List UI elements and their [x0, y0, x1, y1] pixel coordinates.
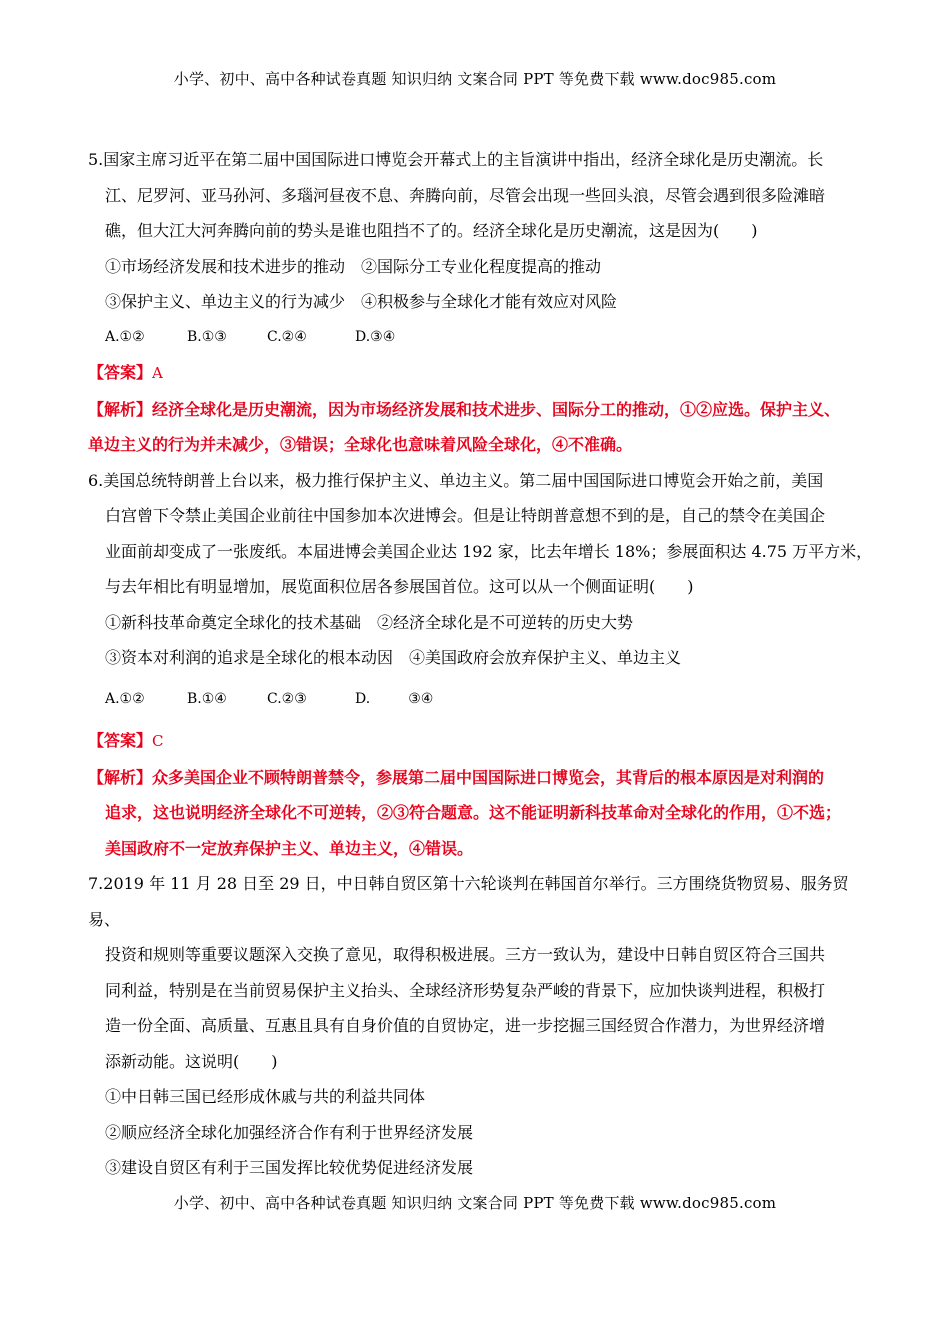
q7-stem-line-3: 同利益，特别是在当前贸易保护主义抬头、全球经济形势复杂严峻的背景下，应加快谈判进程，积极打 [105, 980, 826, 1000]
q5-answer-label: 【答案】 [88, 363, 153, 382]
q6-analysis-line-2: 追求，这也说明经济全球化不可逆转，②③符合题意。这不能证明新科技革命对全球化的作用，①不选； [105, 803, 842, 822]
q5-option-d: D.③④ [355, 328, 396, 345]
q6-analysis-line-3: 美国政府不一定放弃保护主义、单边主义，④错误。 [105, 838, 474, 858]
q6-option-c: C.②③ [267, 690, 307, 707]
q6-answer-value: C [152, 732, 164, 750]
q5-stem-line-1: 5.国家主席习近平在第二届中国国际进口博览会开幕式上的主旨演讲中指出，经济全球化是历史潮流。长 [88, 150, 824, 169]
q6-option-a: A.①② [105, 690, 145, 707]
q5-answer-value: A [152, 364, 163, 382]
q7-stem-line-5: 添新动能。这说明( ) [105, 1051, 278, 1071]
q6-stem-line-4: 与去年相比有明显增加，展览面积位居各参展国首位。这可以从一个侧面证明( ) [105, 577, 694, 596]
q6-option-d-text: ③④ [408, 690, 434, 707]
exam-content [88, 142, 878, 1186]
q5-option-c: C.②④ [267, 328, 307, 345]
q7-statement-2: ②顺应经济全球化加强经济合作有利于世界经济发展 [105, 1122, 474, 1142]
q5-analysis-line-2: 单边主义的行为并未减少，③错误；全球化也意味着风险全球化，④不准确。 [88, 435, 633, 454]
q7-stem-line-4: 造一份全面、高质量、互惠且具有自身价值的自贸协定，进一步挖掘三国经贸合作潜力，为世界经济增 [105, 1016, 826, 1035]
page-footer: 小学、初中、高中各种试卷真题 知识归纳 文案合同 PPT 等免费下载 www.doc985.com [173, 1194, 777, 1212]
q6-stem-line-2: 白宫曾下令禁止美国企业前往中国参加本次进博会。但是让特朗普意想不到的是，自己的禁令在美国企 [105, 506, 826, 525]
q5-options [88, 320, 878, 356]
question-7 [88, 866, 878, 1186]
question-6 [88, 463, 878, 867]
q6-option-b: B.①④ [187, 690, 227, 707]
q6-stem-line-1: 6.美国总统特朗普上台以来，极力推行保护主义、单边主义。第二届中国国际进口博览会开始之前，美国 [88, 470, 824, 490]
q5-statement-2: ③保护主义、单边主义的行为减少 ④积极参与全球化才能有效应对风险 [105, 292, 618, 311]
q7-stem-line-1: 7.2019 年 11 月 28 日至 29 日，中日韩自贸区第十六轮谈判在韩国首尔举行。三方围绕货物贸易、服务贸易、 [88, 874, 849, 929]
q5-statement-1: ①市场经济发展和技术进步的推动 ②国际分工专业化程度提高的推动 [105, 256, 602, 276]
q7-statement-3: ③建设自贸区有利于三国发挥比较优势促进经济发展 [105, 1158, 474, 1177]
q6-stem-line-3: 业面前却变成了一张废纸。本届进博会美国企业达 192 家，比去年增长 18%；参展面积达 4.75 万平方米， [105, 541, 873, 561]
q5-answer [88, 355, 878, 392]
q5-stem-line-2: 江、尼罗河、亚马孙河、多瑙河昼夜不息、奔腾向前，尽管会出现一些回头浪，尽管会遇到很多险滩暗 [105, 185, 826, 205]
q7-statement-1: ①中日韩三国已经形成休戚与共的利益共同体 [105, 1087, 426, 1106]
q6-statement-1: ①新科技革命奠定全球化的技术基础 ②经济全球化是不可逆转的历史大势 [105, 612, 634, 632]
q5-option-b: B.①③ [187, 328, 227, 345]
q5-option-a: A.①② [105, 328, 145, 345]
q7-stem-line-2: 投资和规则等重要议题深入交换了意见，取得积极进展。三方一致认为，建设中日韩自贸区符合三国共 [105, 945, 826, 964]
q5-stem-line-3: 礁，但大江大河奔腾向前的势头是谁也阻挡不了的。经济全球化是历史潮流，这是因为( ) [105, 221, 758, 240]
q6-analysis-line-1: 【解析】众多美国企业不顾特朗普禁令，参展第二届中国国际进口博览会，其背后的根本原因是对利润的 [88, 767, 825, 787]
q6-option-d: D. [355, 690, 371, 707]
question-5 [88, 142, 878, 463]
q6-answer-label: 【答案】 [88, 731, 153, 750]
q5-analysis-line-1: 【解析】经济全球化是历史潮流，因为市场经济发展和技术进步、国际分工的推动，①②应选。保护主义、 [88, 399, 841, 419]
page-header: 小学、初中、高中各种试卷真题 知识归纳 文案合同 PPT 等免费下载 www.doc985.com [173, 70, 777, 88]
q6-answer [88, 723, 878, 760]
q6-options [88, 682, 878, 718]
q6-statement-2: ③资本对利润的追求是全球化的根本动因 ④美国政府会放弃保护主义、单边主义 [105, 648, 682, 667]
